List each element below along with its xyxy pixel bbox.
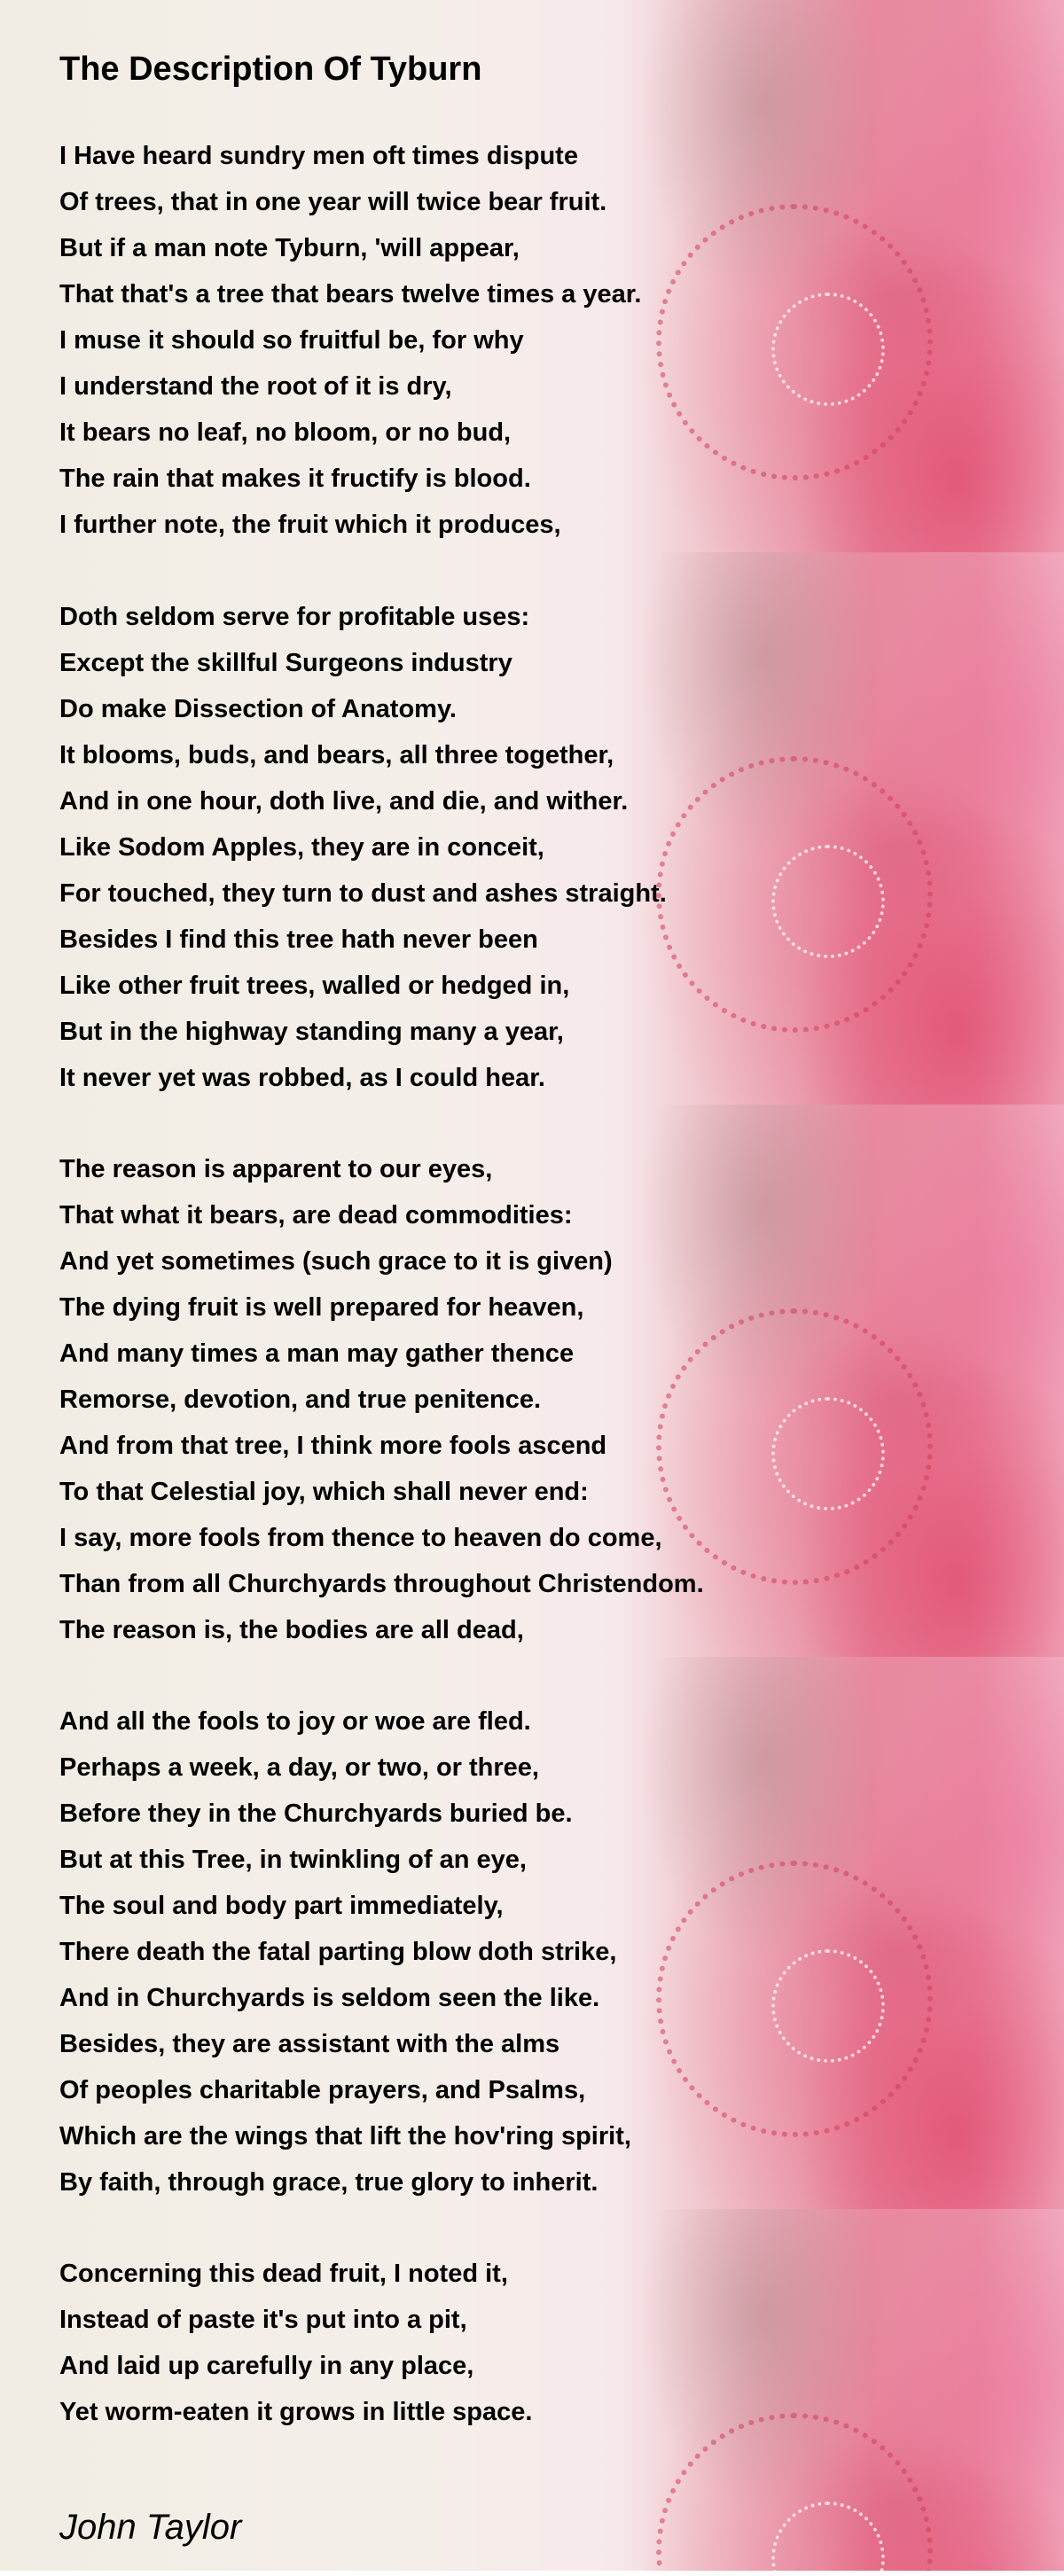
poem-line: It bears no leaf, no bloom, or no bud, xyxy=(59,418,512,447)
poem-line: Perhaps a week, a day, or two, or three, xyxy=(59,1753,539,1782)
stanza-1 xyxy=(59,0,1064,548)
poem-panel-4 xyxy=(0,1657,1064,2209)
poem-line: Do make Dissection of Anatomy. xyxy=(59,695,457,723)
poem-line: The reason is, the bodies are all dead, xyxy=(59,1616,524,1644)
stanza-4 xyxy=(59,1657,1064,2205)
poem-line: Instead of paste it's put into a pit, xyxy=(59,2306,467,2334)
poem-line: That that's a tree that bears twelve times a year. xyxy=(59,280,642,308)
poem-line: I Have heard sundry men oft times dispute xyxy=(59,142,578,170)
poem-line: And yet sometimes (such grace to it is given) xyxy=(59,1247,613,1276)
poem-line: Yet worm-eaten it grows in little space. xyxy=(59,2398,533,2426)
poem-line: And all the fools to joy or woe are fled. xyxy=(59,1707,531,1736)
poem-panel-1 xyxy=(0,0,1064,552)
poem-line: I understand the root of it is dry, xyxy=(59,372,452,401)
poem-line: Concerning this dead fruit, I noted it, xyxy=(59,2260,508,2288)
poem-line: Which are the wings that lift the hov'ring spirit, xyxy=(59,2122,631,2151)
poem-line: That what it bears, are dead commodities: xyxy=(59,1201,573,1229)
poem-line: And from that tree, I think more fools ascend xyxy=(59,1432,607,1460)
poem-line: Besides I find this tree hath never been xyxy=(59,925,538,954)
poem-line: I say, more fools from thence to heaven do come, xyxy=(59,1524,662,1552)
poem-line: But in the highway standing many a year, xyxy=(59,1018,564,1046)
poem-line: And in one hour, doth live, and die, and wither. xyxy=(59,787,629,816)
poem-line: It blooms, buds, and bears, all three together, xyxy=(59,741,614,769)
stanza-2 xyxy=(59,552,1064,1101)
poem-panel-2 xyxy=(0,552,1064,1105)
poem-line: The dying fruit is well prepared for heaven, xyxy=(59,1293,584,1322)
poem-line: But if a man note Tyburn, 'will appear, xyxy=(59,234,520,262)
poem-line: Except the skillful Surgeons industry xyxy=(59,649,512,677)
poem-line: By faith, through grace, true glory to inherit. xyxy=(59,2168,598,2197)
stanza-5 xyxy=(59,2209,1064,2549)
poem-line: Doth seldom serve for profitable uses: xyxy=(59,603,530,631)
poem-line: There death the fatal parting blow doth strike, xyxy=(59,1938,617,1966)
poem-line: Like other fruit trees, walled or hedged in, xyxy=(59,972,570,1000)
stanza-3 xyxy=(59,1105,1064,1653)
poem-line: The rain that makes it fructify is blood. xyxy=(59,464,531,493)
poem-line: Besides, they are assistant with the alms xyxy=(59,2030,560,2058)
poem-line: Before they in the Churchyards buried be. xyxy=(59,1799,573,1828)
poem-line: Than from all Churchyards throughout Christendom. xyxy=(59,1570,704,1598)
poem-line: And many times a man may gather thence xyxy=(59,1339,575,1368)
poem-line: The soul and body part immediately, xyxy=(59,1892,504,1920)
poem-line: For touched, they turn to dust and ashes straight. xyxy=(59,879,667,908)
poem-title: The Description Of Tyburn xyxy=(59,51,482,88)
poem-line: Of trees, that in one year will twice bear fruit. xyxy=(59,188,607,216)
poem-line: I muse it should so fruitful be, for why xyxy=(59,326,524,355)
poem-line: Remorse, devotion, and true penitence. xyxy=(59,1386,542,1414)
poem-line: It never yet was robbed, as I could hear. xyxy=(59,1064,545,1092)
poem-panel-3 xyxy=(0,1105,1064,1657)
poem-author: John Taylor xyxy=(59,2508,242,2547)
poem-line: Like Sodom Apples, they are in conceit, xyxy=(59,833,544,862)
poem-line: I further note, the fruit which it produces, xyxy=(59,511,561,539)
poem-line: Of peoples charitable prayers, and Psalms, xyxy=(59,2076,586,2104)
poem-line: And laid up carefully in any place, xyxy=(59,2352,474,2380)
poem-line: But at this Tree, in twinkling of an eye, xyxy=(59,1846,527,1874)
poem-line: And in Churchyards is seldom seen the like. xyxy=(59,1984,600,2012)
poem-panel-5 xyxy=(0,2209,1064,2571)
poem-line: The reason is apparent to our eyes, xyxy=(59,1155,493,1183)
poem-line: To that Celestial joy, which shall never end: xyxy=(59,1478,589,1506)
